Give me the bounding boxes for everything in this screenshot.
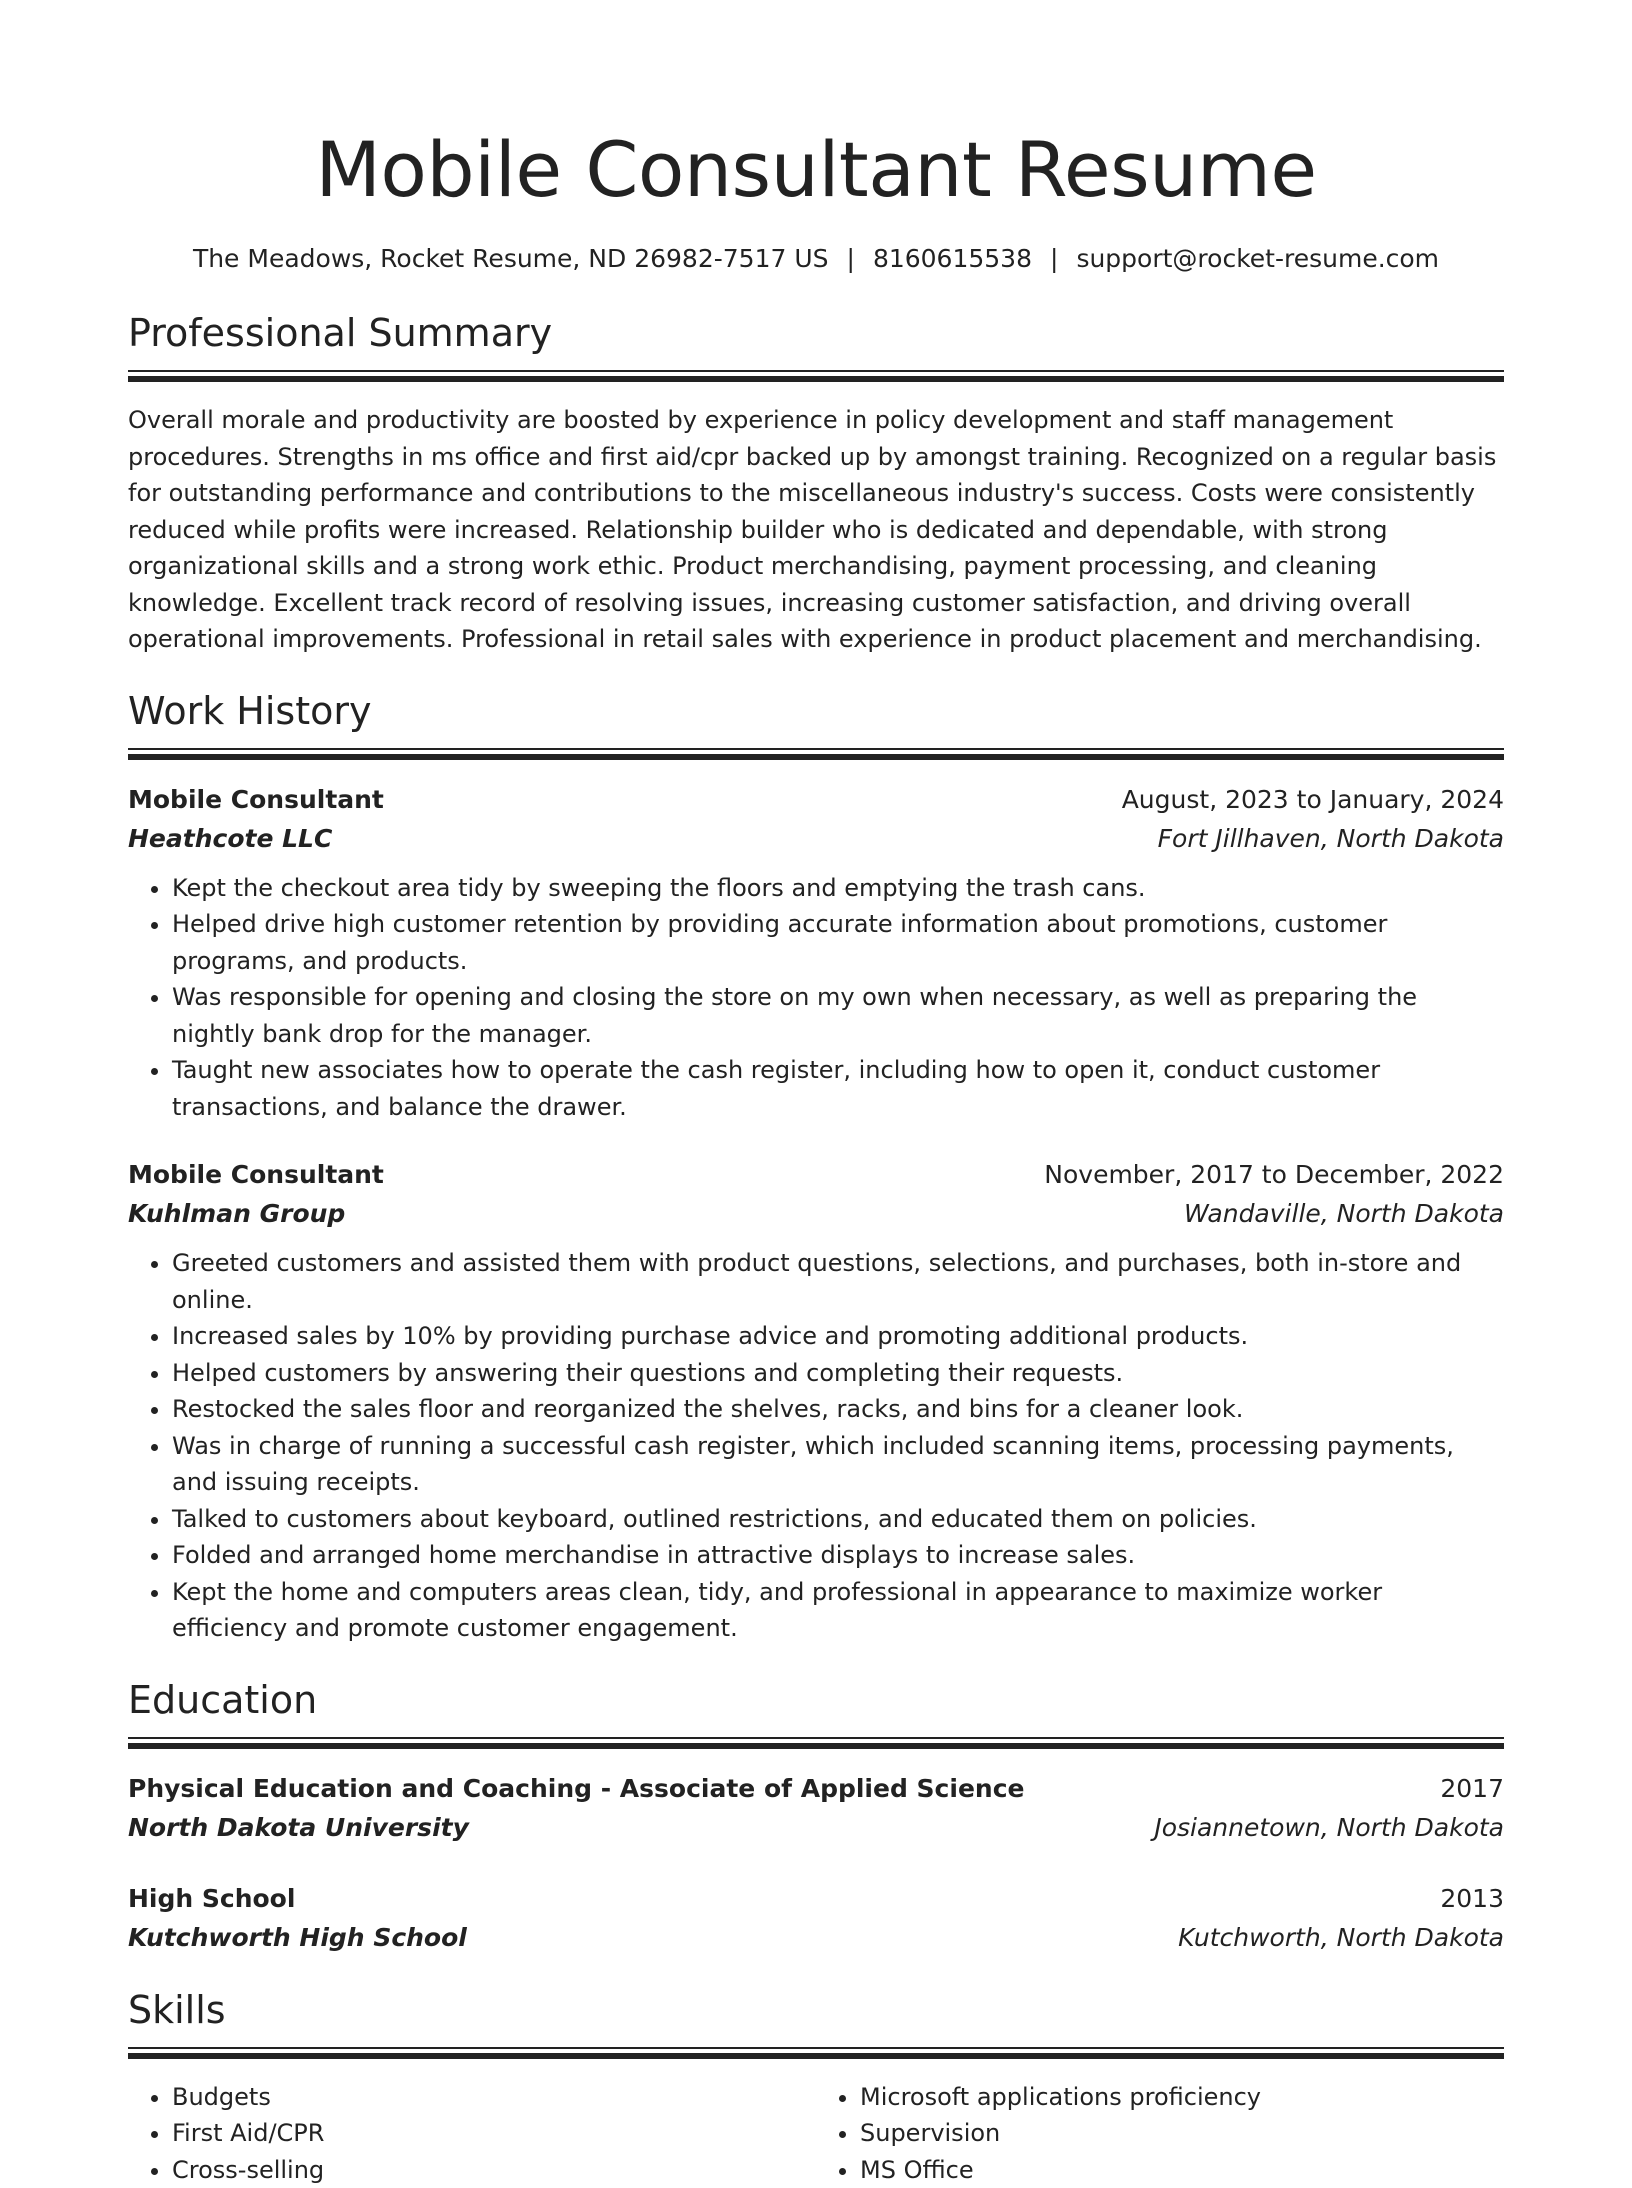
list-item: • Budgets [172, 2079, 816, 2116]
list-item: • Supervision [860, 2115, 1504, 2152]
contact-phone: 8160615538 [873, 244, 1032, 273]
list-item: • Microsoft applications proficiency [860, 2079, 1504, 2116]
work-section [128, 686, 1504, 1647]
school-name: North Dakota University [128, 1808, 469, 1847]
education-section [128, 1675, 1504, 1957]
list-item: • MS Office [860, 2152, 1504, 2188]
job-title: Mobile Consultant [128, 1155, 384, 1194]
degree-name: High School [128, 1879, 295, 1918]
list-item: • First Aid/CPR [172, 2115, 816, 2152]
graduation-year: 2013 [1440, 1879, 1504, 1918]
list-item: • Restocked the sales floor and reorganized the shelves, racks, and bins for a cleaner look. [172, 1391, 1504, 1428]
contact-email[interactable]: support@rocket-resume.com [1076, 244, 1439, 273]
resume-title: Mobile Consultant Resume [128, 0, 1504, 220]
company-name: Kuhlman Group [128, 1194, 345, 1233]
graduation-year: 2017 [1440, 1769, 1504, 1808]
degree-name: Physical Education and Coaching - Associate of Applied Science [128, 1769, 1024, 1808]
contact-separator: | [1032, 244, 1076, 273]
school-location: Josiannetown, North Dakota [1154, 1808, 1504, 1847]
job-location: Fort Jillhaven, North Dakota [1158, 819, 1504, 858]
section-divider [128, 370, 1504, 382]
list-item: • Taught new associates how to operate the cash register, including how to open it, conduct customer transactions, and balance the drawer. [172, 1052, 1504, 1125]
education-entry [128, 1769, 1504, 1847]
resume-page [128, 0, 1504, 2188]
list-item: • Was in charge of running a successful cash register, which included scanning items, processing payments, and issuing receipts. [172, 1428, 1504, 1501]
section-heading: Education [128, 1675, 1504, 1725]
company-name: Heathcote LLC [128, 819, 332, 858]
section-divider [128, 748, 1504, 760]
job-dates: August, 2023 to January, 2024 [1122, 780, 1504, 819]
contact-line [128, 242, 1504, 276]
section-heading: Work History [128, 686, 1504, 736]
job-entry [128, 1155, 1504, 1647]
list-item: • Talked to customers about keyboard, outlined restrictions, and educated them on policies. [172, 1501, 1504, 1538]
section-heading: Skills [128, 1985, 1504, 2035]
section-divider [128, 2047, 1504, 2059]
job-location: Wandaville, North Dakota [1184, 1194, 1504, 1233]
list-item: • Kept the home and computers areas clean, tidy, and professional in appearance to maximize worker efficiency and promote customer engagement. [172, 1574, 1504, 1647]
job-title: Mobile Consultant [128, 780, 384, 819]
summary-section [128, 308, 1504, 658]
skills-list-left [128, 2079, 816, 2188]
list-item: • Folded and arranged home merchandise in attractive displays to increase sales. [172, 1537, 1504, 1574]
list-item: • Helped drive high customer retention by providing accurate information about promotions, customer programs, and products. [172, 906, 1504, 979]
contact-address: The Meadows, Rocket Resume, ND 26982-7517 US [193, 244, 829, 273]
section-divider [128, 1737, 1504, 1749]
skills-columns [128, 2079, 1504, 2188]
education-entry [128, 1879, 1504, 1957]
list-item: • Helped customers by answering their questions and completing their requests. [172, 1355, 1504, 1392]
list-item: • Was responsible for opening and closing the store on my own when necessary, as well as preparing the nightly bank drop for the manager. [172, 979, 1504, 1052]
skills-section [128, 1985, 1504, 2188]
summary-text: Overall morale and productivity are boosted by experience in policy development and staff management procedures. Strengths in ms office and first aid/cpr backed up by amongst training. Recognized on a regular basis for outstanding performance and contributions to the miscellaneous industry's success. Costs were consistently reduced while profits were increased. Relationship builder who is dedicated and dependable, with strong organizational skills and a strong work ethic. Product merchandising, payment processing, and cleaning knowledge. Excellent track record of resolving issues, increasing customer satisfaction, and driving overall operational improvements. Professional in retail sales with experience in product placement and merchandising. [128, 402, 1504, 658]
list-item: • Greeted customers and assisted them with product questions, selections, and purchases, both in-store and online. [172, 1245, 1504, 1318]
contact-separator: | [829, 244, 873, 273]
skills-list-right [816, 2079, 1504, 2188]
school-location: Kutchworth, North Dakota [1178, 1918, 1504, 1957]
list-item: • Increased sales by 10% by providing purchase advice and promoting additional products. [172, 1318, 1504, 1355]
job-dates: November, 2017 to December, 2022 [1044, 1155, 1504, 1194]
section-heading: Professional Summary [128, 308, 1504, 358]
job-entry [128, 780, 1504, 1126]
list-item: • Kept the checkout area tidy by sweeping the floors and emptying the trash cans. [172, 870, 1504, 907]
list-item: • Cross-selling [172, 2152, 816, 2188]
job-bullets [128, 870, 1504, 1126]
school-name: Kutchworth High School [128, 1918, 467, 1957]
job-bullets [128, 1245, 1504, 1647]
